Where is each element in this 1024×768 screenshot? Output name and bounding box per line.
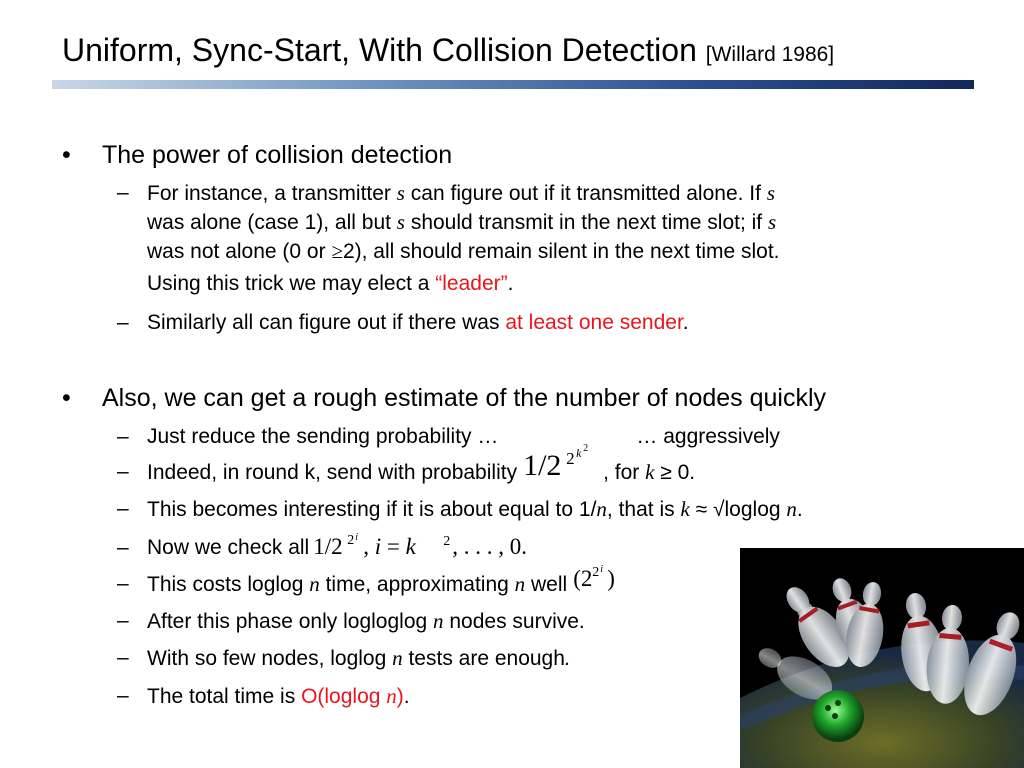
title-citation: [Willard 1986] (705, 43, 835, 66)
approx-formula: (2 2 i ) (573, 564, 615, 591)
sub-bullet-text (147, 644, 571, 673)
text-run: time, approximating (319, 573, 515, 596)
bullet-text: The power of collision detection (102, 141, 453, 169)
text-run: Similarly all can figure out if there was (147, 311, 506, 334)
var-k: k (680, 497, 690, 521)
text-run: well (525, 573, 568, 596)
text-run: should transmit in the next time slot; if (404, 211, 768, 234)
geq-symbol: ≥ (331, 239, 343, 263)
var-s: s (396, 181, 405, 205)
var-n: n (433, 609, 444, 633)
bullet-collision-power (62, 139, 452, 171)
dash-marker: – (117, 497, 129, 520)
bowling-illustration (740, 548, 1024, 768)
title-text: Uniform, Sync-Start, With Collision Detection (62, 32, 697, 68)
bullet-rough-estimate (62, 382, 826, 414)
text-run: For instance, a transmitter (147, 182, 397, 205)
text-run: ≥ 0. (654, 461, 696, 484)
bullet-marker: • (62, 141, 71, 169)
text-run: Now we check all (147, 536, 310, 559)
text-run: This becomes interesting if it is about equal to 1/ (147, 498, 597, 521)
sub-bullet-text (147, 534, 541, 562)
dash-marker: – (117, 536, 129, 559)
dash-marker: – (117, 460, 129, 483)
leader-highlight: “leader” (435, 272, 508, 295)
dash-marker: – (117, 425, 129, 448)
text-run: This costs loglog (147, 573, 310, 596)
text-run: After this phase only logloglog (147, 610, 434, 633)
var-n: n (514, 572, 526, 596)
var-k: k (645, 460, 655, 484)
text-run: was not alone (0 or (147, 240, 332, 263)
sender-highlight: at least one sender (505, 311, 683, 334)
bowling-pins-image (740, 548, 1024, 768)
sub-bullet-text (147, 682, 410, 711)
dash-marker: – (117, 181, 129, 204)
text-run: can figure out if it transmitted alone. If (404, 182, 767, 205)
dash-marker: – (117, 684, 129, 707)
text-run: . (403, 685, 410, 708)
text-run: , that is (606, 498, 681, 521)
text-run: , for (603, 461, 646, 484)
dash-marker: – (117, 609, 129, 632)
slide-title (62, 30, 834, 75)
var-n: n (786, 497, 797, 521)
var-n: n (392, 646, 403, 670)
sub-bullet-text (147, 564, 629, 599)
text-run: . (796, 498, 803, 521)
text-line (147, 270, 780, 298)
var-n: n (309, 572, 320, 596)
dash-marker: – (117, 646, 129, 669)
text-run: Just reduce the sending probability … (147, 425, 499, 448)
text-run: . (507, 272, 514, 295)
var-n: n (596, 497, 607, 521)
dash-marker: – (117, 572, 129, 595)
sub-bullet-text (147, 423, 780, 451)
title-rule (52, 80, 974, 89)
text-run: … aggressively (636, 425, 780, 448)
text-run: tests are enough (402, 647, 565, 670)
var-s: s (767, 210, 777, 234)
text-run: . (682, 311, 689, 334)
text-run: Using this trick we may elect a (147, 272, 436, 295)
bullet-marker: • (62, 384, 71, 412)
text-line (147, 237, 780, 266)
var-s: s (396, 210, 405, 234)
var-s: s (766, 181, 775, 205)
sub-bullet-text (147, 495, 803, 524)
var-n: n (386, 684, 397, 708)
check-formula: 1/2 2 i , i = k 2 , . . . , 0. (313, 532, 527, 559)
text-run: . (564, 647, 571, 670)
text-run: Indeed, in round k, send with probability (147, 461, 518, 484)
bullet-text: Also, we can get a rough estimate of the number of nodes quickly (102, 384, 827, 412)
text-run: nodes survive. (443, 610, 585, 633)
sub-bullet-text (147, 607, 585, 636)
text-line (147, 208, 780, 237)
prob-formula: 1/2 2 k 2 (523, 443, 589, 482)
text-run: With so few nodes, loglog (147, 647, 393, 670)
text-line (147, 179, 780, 208)
dash-marker: – (117, 311, 129, 334)
sub-bullet-text (147, 443, 696, 487)
text-run: The total time is (147, 685, 302, 708)
sub-bullet-text (147, 309, 689, 337)
complexity-highlight: ) (396, 685, 404, 708)
sub-bullet-text (147, 179, 780, 298)
text-run: ≈ √loglog (689, 498, 787, 521)
text-run: was alone (case 1), all but (147, 211, 397, 234)
text-run: 2), all should remain silent in the next time slot. (342, 240, 780, 263)
complexity-highlight: O(loglog (301, 685, 387, 708)
